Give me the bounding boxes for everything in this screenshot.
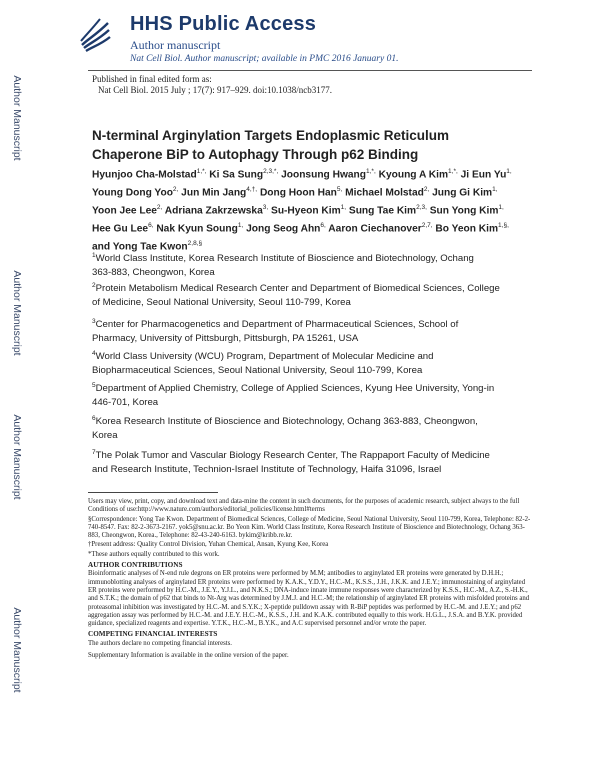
competing-heading: COMPETING FINANCIAL INTERESTS [88,630,218,639]
competing-text: The authors declare no competing financial interests. [88,639,233,647]
affiliation-2: $^2$Protein Metabolism Medical Research Center and Department of Biomedical Sciences, College of Medicine, Seoul National University, Seoul 110-799, Korea [92,282,500,308]
affiliation-3: $^3$Center for Pharmacogenetics and Department of Pharmaceutical Sciences, School of Pharmacy, University of Pittsburgh, Pittsburgh, PA 15261, USA [92,318,459,344]
header-journal-line: Nat Cell Biol. Author manuscript; available in PMC 2016 January 01. [130,54,399,64]
side-label-author-manuscript: Author Manuscript [11,270,23,356]
affiliation-4: $^4$World Class University (WCU) Program, Department of Molecular Medicine and Biopharmaceutical Sciences, Seoul National University, Seoul 110-799, Korea [92,350,434,376]
author-line: and Yong Tae Kwon$^{2,8,\S}$ [92,239,203,252]
present-address-note: †Present address: Quality Control Division, Yuhan Chemical, Ansan, Kyung Kee, Korea [88,541,329,549]
header-divider [88,70,532,71]
article-title: N-terminal Arginylation Targets Endoplasmic Reticulum Chaperone BiP to Autophagy Through p62 Binding [92,128,450,162]
header-title: HHS Public Access [130,13,317,35]
side-label-author-manuscript: Author Manuscript [11,607,23,693]
side-label-author-manuscript: Author Manuscript [11,75,23,161]
author-list [92,165,532,254]
author-line: Hee Gu Lee$^{6,}$ Nak Kyun Soung$^{1,}$ Jong Seog Ahn$^{6,}$ Aaron Ciechanover$^{2,7,}$ Bo Yeon Kim$^{1,\S,}$ [92,221,509,235]
footnote-divider [88,492,218,493]
contributions-text: Bioinformatic analyses of N-end rule degrons on ER proteins were performed by M.M; antibodies to arginylated ER proteins were generated by D.H.H.; immunoblotting analyses of arginylated ER proteins were performed by K.A.K., Y.D.Y., H.C.-M., K.S.S., J.H., J.K.K. and J.E.Y.; immunostaining of arginylated ER proteins were performed by H.C.-M., J.E.Y., Y.J.L., and N.K.S.; DNA-induce innate immune responses were characterized by K.S.S., H.C.-M., A.Z., S.-H.K., and S.T.K.; the domain of p62 that binds to Nt-Arg was determined by J.M.J. and H.C.-M; the relationship of arginylated ER proteins with misfolded proteins and proteasomal inhibition was investigated by H.C.-M. and S.Y.K.; X-peptide pulldown assay with R-BiP peptides was performed by H.C.-M. and J.E.Y.; and p62 aggregation assay was performed by H.C.-M. and J.E.Y. H.C.-M., K.S.S., J.H. and K.A.K. contributed equally to this work. H.G.L., J.S.A. and B.Y.K. provided guidance, specialized reagents and expertise. Y.T.K., H.C.-M., B.Y.K., and A.C supervised personnel and/or wrote the paper. [88,570,530,628]
equal-contribution-note: *These authors equally contributed to this work. [88,550,220,558]
contributions-heading: AUTHOR CONTRIBUTIONS [88,561,183,570]
citation: Nat Cell Biol. 2015 July ; 17(7): 917–929. doi:10.1038/ncb3177. [98,85,332,95]
published-label: Published in final edited form as: [92,74,212,84]
header-subtitle: Author manuscript [130,38,221,52]
hhs-eagle-logo-icon [78,15,112,55]
affiliation-7: $^7$The Polak Tumor and Vascular Biology Research Center, The Rappaport Faculty of Medicine and Research Institute, Technion-Israel Institute of Technology, Haifa 31096, Israel [92,449,490,475]
author-line: Yoon Jee Lee$^{2,}$ Adriana Zakrzewska$^{3,}$ Su-Hyeon Kim$^{1,}$ Sung Tae Kim$^{2,3,}$ Sun Yong Kim$^{1,}$ [92,203,504,217]
author-line: Hyunjoo Cha-Molstad$^{1,*,}$ Ki Sa Sung$^{2,3,*,}$ Joonsung Hwang$^{1,*,}$ Kyoung A Kim$^{1,*,}$ Ji Eun $Yu^{1,}$ [92,168,512,181]
supplementary-note: Supplementary Information is available in the online version of the paper. [88,652,289,660]
affiliation-1: $^1$World Class Institute, Korea Research Institute of Bioscience and Biotechnology, Ochang 363-883, Cheongwon, Korea [92,252,474,278]
footnotes [88,498,533,661]
affiliation-5: $^5$Department of Applied Chemistry, College of Applied Sciences, Kyung Hee University, Yong-in 446-701, Korea [92,382,495,408]
terms-note: Users may view, print, copy, and download text and data-mine the content in such documents, for the purposes of academic research, subject always to the full Conditions of use:http://www.nature.com/authors/editorial_policies/license.html#terms [88,498,520,514]
author-line: Young Dong Yoo$^{2,}$ Jun Min Jang$^{4,\dagger,}$ Dong Hoon Han$^{5,}$ Michael Molstad$^{2,}$ Jung Gi Kim$^{1,}$ [92,185,498,199]
affiliation-6: $^6$Korea Research Institute of Bioscience and Biotechnology, Ochang 363-883, Cheongwon, Korea [92,415,478,441]
side-label-author-manuscript: Author Manuscript [11,414,23,500]
correspondence-note: §Correspondence: Yong Tae Kwon. Department of Biomedical Sciences, College of Medicine, Seoul National University, Seoul 110-799, Korea, Telephone: 82-2-740-8547. Fax: 82-2-3673-2167. yok5@snu.ac.kr. Bo Yeon Kim. World Class Institute, Korea Research Institute of Bioscience and Biotechnology, Ochang 363-883, Cheongwon, Korea., Telephone: 82-43-240-6163. bykim@kribb.re.kr. [88,515,531,540]
